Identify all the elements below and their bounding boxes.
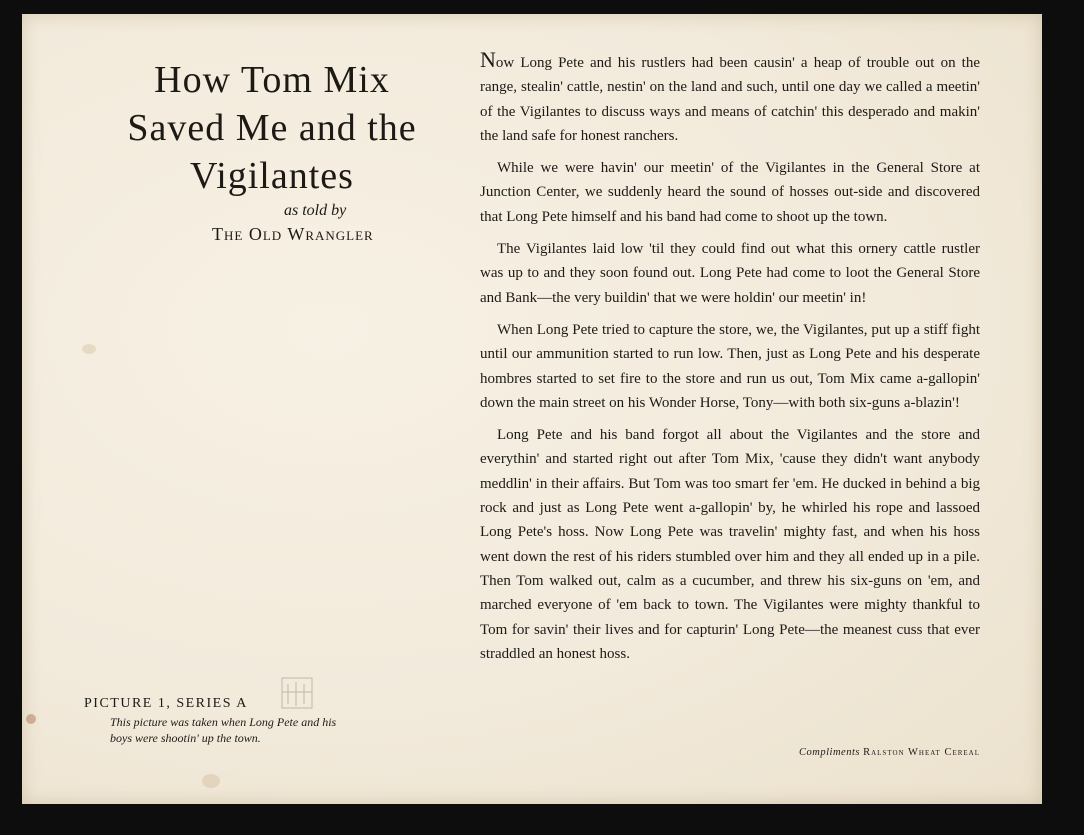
story-paragraph	[480, 48, 980, 148]
story-page	[22, 14, 1042, 804]
sponsor-credit	[799, 747, 980, 758]
drop-cap: N	[480, 47, 496, 72]
paper-stain	[202, 774, 220, 788]
picture-caption-text: This picture was taken when Long Pete and his boys were shootin' up the town.	[110, 715, 337, 745]
paper-stain	[82, 344, 96, 354]
author-name: The Old Wrangler	[212, 224, 374, 244]
picture-caption-title: PICTURE 1, SERIES A	[84, 696, 248, 711]
story-paragraph: The Vigilantes laid low 'til they could find out what this ornery cattle rustler was up to and they soon found out. Long Pete had come to loot the General Store and Bank—the very buildin' that we were holdin' our meetin' in!	[480, 241, 980, 306]
story-paragraph: Long Pete and his band forgot all about the Vigilantes and the store and everythin' and started right out after Tom Mix, 'cause they didn't want anybody meddlin' in their affairs. But Tom was too smart fer 'em. He ducked in behind a big rock and just as Long Pete went a-gallopin' by, he whirled his rope and lassoed Long Pete's hoss. Now Long Pete was travelin' mighty fast, and when his hoss went down the rest of his riders stumbled over him and they all ended up in a pile. Then Tom walked out, calm as a cucumber, and threw his six-guns on 'em, and marched everyone of 'em back to town. The Vigilantes were mighty thankful to Tom for savin' their lives and for capturin' Long Pete—the meanest cuss that ever straddled an honest hoss.	[480, 427, 980, 662]
paper-stain	[26, 714, 36, 724]
story-body	[480, 48, 980, 674]
story-paragraph: When Long Pete tried to capture the store, we, the Vigilantes, put up a stiff fight until our ammunition started to run low. Then, just as Long Pete and his desperate hombres started to set fire to the store and run us out, Tom Mix came a-gallopin' down the main street on his Wonder Horse, Tony—with both six-guns a-blazin'!	[480, 321, 980, 411]
credit-prefix: Compliments	[799, 747, 860, 758]
credit-sponsor: Ralston Wheat Cereal	[863, 747, 980, 758]
story-paragraph: While we were havin' our meetin' of the Vigilantes in the General Store at Junction Center, we suddenly heard the sound of hosses out-side and discovered that Long Pete himself and his band had come to shoot up the town.	[480, 160, 980, 225]
story-title: How Tom Mix Saved Me and the Vigilantes	[127, 59, 417, 197]
paragraph-text: ow Long Pete and his rustlers had been causin' a heap of trouble out on the range, stealin' cattle, nestin' on the land and such, until one day we called a meetin' of the Vigilantes to discuss ways and means of catchin' this desperado and makin' the land safe for honest ranchers.	[480, 55, 980, 144]
faded-stamp-icon	[278, 670, 318, 714]
told-by-label: as told by	[284, 202, 347, 219]
